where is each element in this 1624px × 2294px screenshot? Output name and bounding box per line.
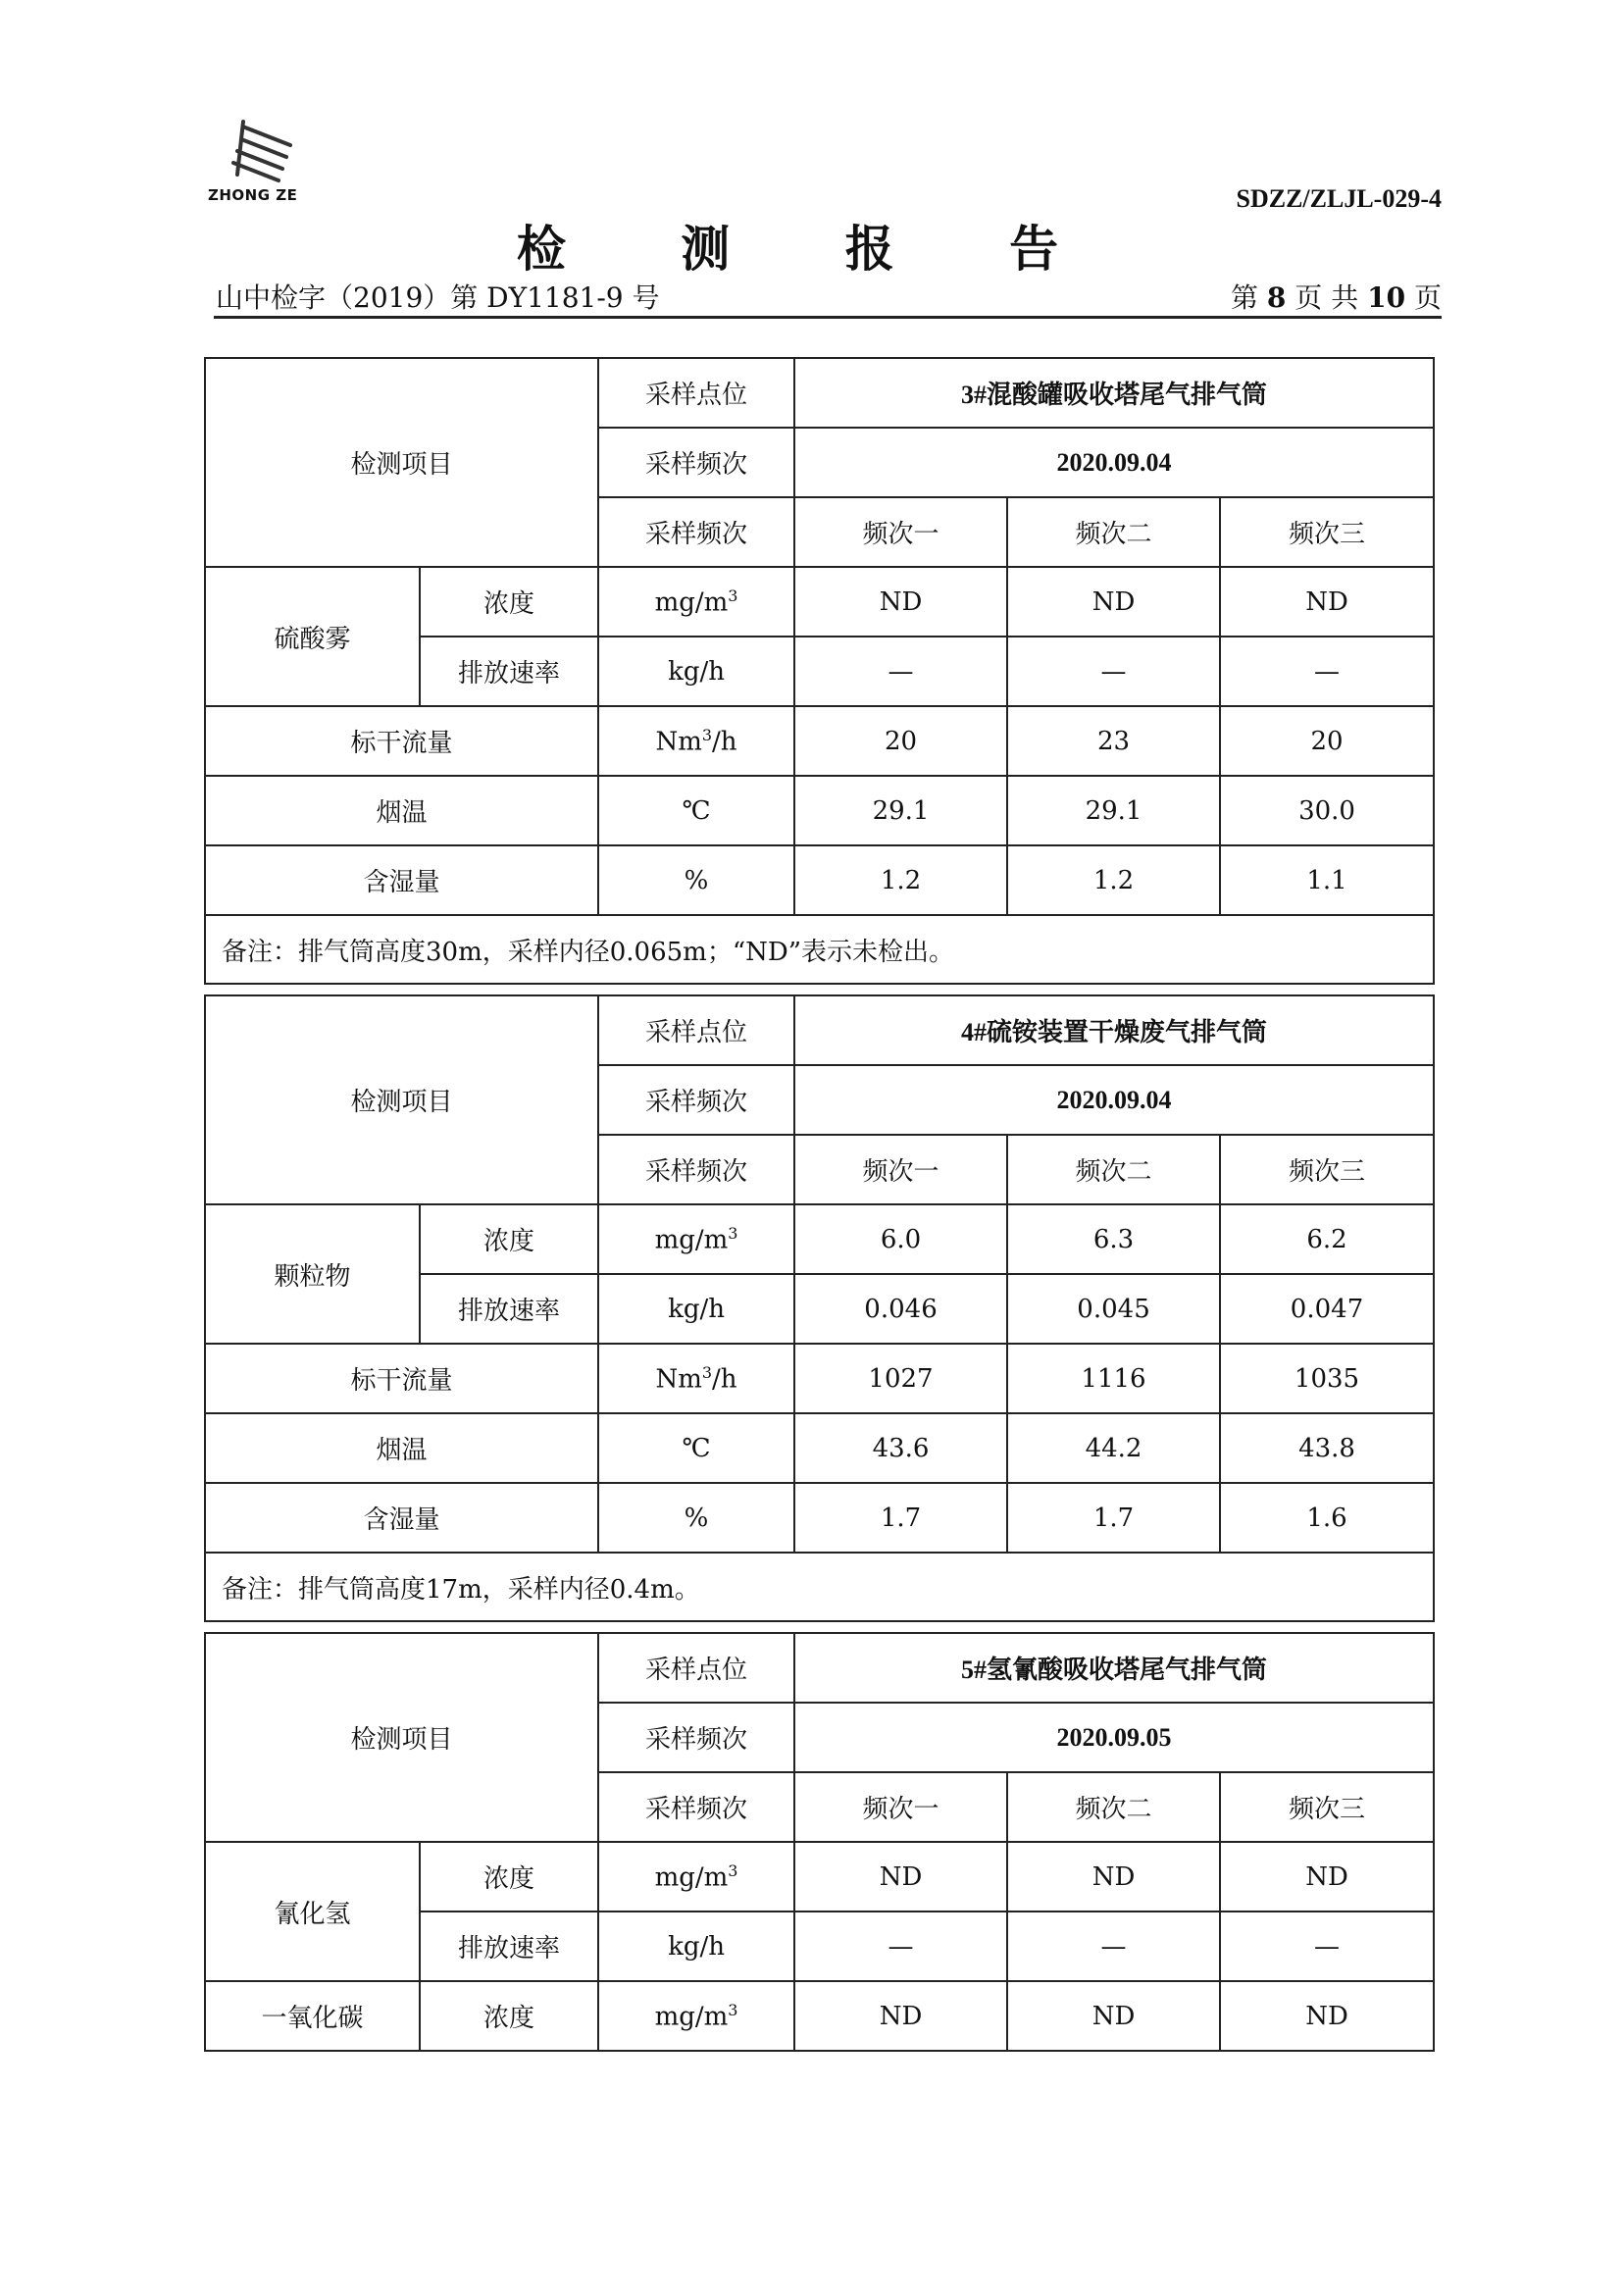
value-cell: ND [794, 1842, 1007, 1912]
remark: 备注：排气筒高度30m，采样内径0.065m；“ND”表示未检出。 [205, 915, 1434, 984]
freq-label: 采样频次 [598, 428, 794, 497]
value-cell: 6.0 [794, 1204, 1007, 1274]
value-cell: — [794, 637, 1007, 706]
value-cell: ND [1220, 1981, 1434, 2051]
value-cell: 1.2 [1007, 845, 1220, 915]
page-number: 第 8 页 共 10 页 [1230, 281, 1442, 314]
unit-flow: Nm$^3$/h [598, 706, 794, 776]
freq-1: 频次一 [794, 1135, 1007, 1204]
conc-label: 浓度 [420, 1981, 598, 2051]
value-cell: 23 [1007, 706, 1220, 776]
freq-label: 采样频次 [598, 497, 794, 567]
freq-label: 采样频次 [598, 1135, 794, 1204]
value-cell: ND [1220, 1842, 1434, 1912]
unit-flow: Nm$^3$/h [598, 1344, 794, 1413]
unit-moist: % [598, 845, 794, 915]
flow-label: 标干流量 [205, 706, 598, 776]
value-cell: 6.3 [1007, 1204, 1220, 1274]
unit-conc: $mg/m^3$ [598, 1204, 794, 1274]
pollutant-name: 氰化氢 [205, 1842, 420, 1981]
page-title: 检 测 报 告 [516, 220, 1108, 278]
value-cell: 29.1 [1007, 776, 1220, 845]
freq-3: 频次三 [1220, 1772, 1434, 1842]
unit-rate: kg/h [598, 1912, 794, 1981]
value-cell: 20 [1220, 706, 1434, 776]
pollutant-name: 颗粒物 [205, 1204, 420, 1344]
freq-label: 采样频次 [598, 1065, 794, 1135]
moist-label: 含湿量 [205, 1483, 598, 1553]
sampling-point: 4#硫铵装置干燥废气排气筒 [794, 995, 1434, 1065]
value-cell: 0.046 [794, 1274, 1007, 1344]
unit-temp: ℃ [598, 776, 794, 845]
freq-2: 频次二 [1007, 1135, 1220, 1204]
freq-1: 频次一 [794, 497, 1007, 567]
flow-label: 标干流量 [205, 1344, 598, 1413]
rate-label: 排放速率 [420, 637, 598, 706]
results-table-2 [204, 994, 1435, 1622]
sampling-date: 2020.09.04 [794, 1065, 1434, 1135]
conc-label: 浓度 [420, 567, 598, 637]
point-label: 采样点位 [598, 995, 794, 1065]
value-cell: — [1220, 1912, 1434, 1981]
value-cell: ND [1007, 1842, 1220, 1912]
value-cell: 0.045 [1007, 1274, 1220, 1344]
temp-label: 烟温 [205, 776, 598, 845]
freq-label: 采样频次 [598, 1772, 794, 1842]
value-cell: — [1007, 1912, 1220, 1981]
rate-label: 排放速率 [420, 1274, 598, 1344]
value-cell: 29.1 [794, 776, 1007, 845]
value-cell: — [794, 1912, 1007, 1981]
unit-conc: $mg/m^3$ [598, 1842, 794, 1912]
value-cell: — [1007, 637, 1220, 706]
point-label: 采样点位 [598, 358, 794, 428]
value-cell: 0.047 [1220, 1274, 1434, 1344]
document-code: SDZZ/ZLJL-029-4 [1236, 184, 1442, 213]
value-cell: ND [1220, 567, 1434, 637]
value-cell: 1.7 [794, 1483, 1007, 1553]
sampling-date: 2020.09.05 [794, 1703, 1434, 1772]
freq-2: 频次二 [1007, 1772, 1220, 1842]
unit-moist: % [598, 1483, 794, 1553]
sampling-date: 2020.09.04 [794, 428, 1434, 497]
freq-2: 频次二 [1007, 497, 1220, 567]
value-cell: ND [1007, 1981, 1220, 2051]
results-table-1 [204, 357, 1435, 985]
header-divider [214, 316, 1442, 319]
pollutant-name: 硫酸雾 [205, 567, 420, 706]
moist-label: 含湿量 [205, 845, 598, 915]
unit-conc: $mg/m^3$ [598, 1981, 794, 2051]
remark: 备注：排气筒高度17m，采样内径0.4m。 [205, 1553, 1434, 1621]
unit-rate: kg/h [598, 1274, 794, 1344]
freq-label: 采样频次 [598, 1703, 794, 1772]
results-table-3 [204, 1632, 1435, 2052]
logo-text: ZHONG ZE [208, 186, 298, 204]
value-cell: 1.1 [1220, 845, 1434, 915]
value-cell: 44.2 [1007, 1413, 1220, 1483]
item-header: 检测项目 [205, 358, 598, 567]
rate-label: 排放速率 [420, 1912, 598, 1981]
value-cell: 30.0 [1220, 776, 1434, 845]
temp-label: 烟温 [205, 1413, 598, 1483]
sampling-point: 5#氢氰酸吸收塔尾气排气筒 [794, 1633, 1434, 1703]
unit-rate: kg/h [598, 637, 794, 706]
value-cell: 20 [794, 706, 1007, 776]
value-cell: 1.2 [794, 845, 1007, 915]
value-cell: 1027 [794, 1344, 1007, 1413]
value-cell: — [1220, 637, 1434, 706]
freq-1: 频次一 [794, 1772, 1007, 1842]
freq-3: 频次三 [1220, 1135, 1434, 1204]
value-cell: 43.8 [1220, 1413, 1434, 1483]
point-label: 采样点位 [598, 1633, 794, 1703]
value-cell: 1.7 [1007, 1483, 1220, 1553]
value-cell: ND [794, 567, 1007, 637]
value-cell: 1116 [1007, 1344, 1220, 1413]
value-cell: 1035 [1220, 1344, 1434, 1413]
sampling-point: 3#混酸罐吸收塔尾气排气筒 [794, 358, 1434, 428]
pollutant-name: 一氧化碳 [205, 1981, 420, 2051]
unit-temp: ℃ [598, 1413, 794, 1483]
value-cell: ND [1007, 567, 1220, 637]
report-number: 山中检字（2019）第 DY1181-9 号 [216, 281, 660, 314]
value-cell: 1.6 [1220, 1483, 1434, 1553]
freq-3: 频次三 [1220, 497, 1434, 567]
unit-conc: $mg/m^3$ [598, 567, 794, 637]
conc-label: 浓度 [420, 1842, 598, 1912]
value-cell: 6.2 [1220, 1204, 1434, 1274]
item-header: 检测项目 [205, 995, 598, 1204]
conc-label: 浓度 [420, 1204, 598, 1274]
value-cell: ND [794, 1981, 1007, 2051]
value-cell: 43.6 [794, 1413, 1007, 1483]
item-header: 检测项目 [205, 1633, 598, 1842]
